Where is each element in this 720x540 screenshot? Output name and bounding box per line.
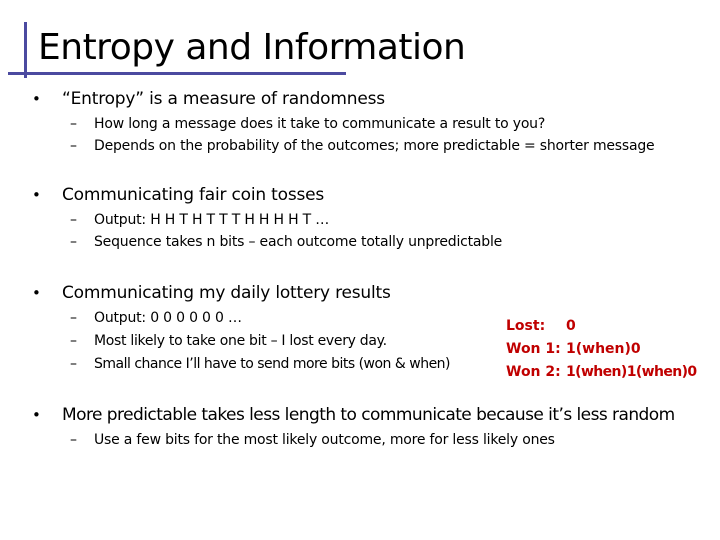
sub-bullet xyxy=(70,232,503,252)
sub-bullet xyxy=(70,354,451,374)
sub-bullet-text: Sequence takes n bits – each outcome totally unpredictable xyxy=(94,234,503,250)
bullet-predictability xyxy=(32,404,675,426)
sub-marker: – xyxy=(70,356,77,372)
title-vertical-rule xyxy=(24,22,27,78)
sub-bullet-text: Use a few bits for the most likely outcome, more for less likely ones xyxy=(94,432,555,448)
bullet-coin-tosses xyxy=(32,184,325,206)
sub-bullet-text: How long a message does it take to communicate a result to you? xyxy=(94,116,546,132)
bullet-marker: • xyxy=(32,284,41,302)
sub-bullet xyxy=(70,308,242,328)
bullet-marker: • xyxy=(32,406,41,424)
sub-marker: – xyxy=(70,138,77,154)
sub-bullet xyxy=(70,331,387,351)
bullet-text: “Entropy” is a measure of randomness xyxy=(62,89,385,109)
sub-bullet xyxy=(70,430,555,450)
bullet-text: Communicating fair coin tosses xyxy=(62,185,325,205)
sub-bullet-text: Output: 0 0 0 0 0 0 … xyxy=(94,310,242,326)
sub-bullet-text: Output: H H T H T T T H H H H T … xyxy=(94,212,330,228)
sub-bullet xyxy=(70,114,546,134)
bullet-lottery xyxy=(32,282,391,304)
sub-bullet-text: Depends on the probability of the outcomes; more predictable = shorter message xyxy=(94,138,655,154)
lottery-label-lost: Lost: xyxy=(506,318,546,334)
sub-bullet xyxy=(70,210,330,230)
sub-bullet-text: Most likely to take one bit – I lost every day. xyxy=(94,333,387,349)
sub-marker: – xyxy=(70,116,77,132)
lottery-code-value: 1(when)1(when)0 xyxy=(566,364,697,380)
title-horizontal-rule xyxy=(8,72,346,75)
bullet-entropy xyxy=(32,88,385,110)
sub-marker: – xyxy=(70,212,77,228)
bullet-marker: • xyxy=(32,90,41,108)
sub-marker: – xyxy=(70,310,77,326)
lottery-code-value: 1(when)0 xyxy=(566,341,641,357)
sub-marker: – xyxy=(70,333,77,349)
bullet-text: More predictable takes less length to communicate because it’s less random xyxy=(62,405,675,425)
bullet-marker: • xyxy=(32,186,41,204)
lottery-label-won-1: Won 1: xyxy=(506,341,561,357)
sub-bullet-text: Small chance I’ll have to send more bits (won & when) xyxy=(94,356,451,372)
lottery-code-value: 0 xyxy=(566,318,576,334)
sub-bullet xyxy=(70,136,655,156)
slide-title: Entropy and Information xyxy=(38,27,466,68)
sub-marker: – xyxy=(70,234,77,250)
bullet-text: Communicating my daily lottery results xyxy=(62,283,391,303)
lottery-label-won-2: Won 2: xyxy=(506,364,561,380)
sub-marker: – xyxy=(70,432,77,448)
